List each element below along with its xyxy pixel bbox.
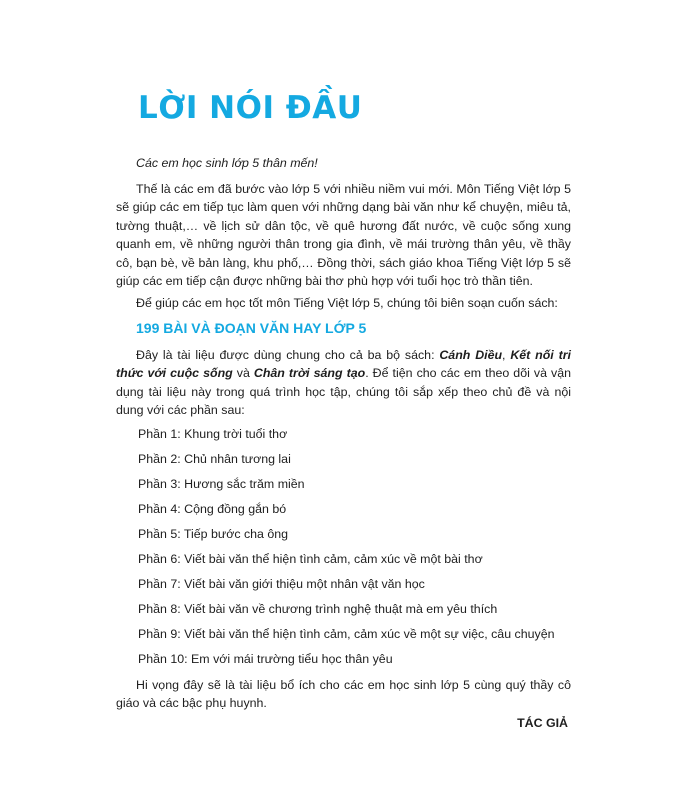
part-item: Phần 4: Cộng đồng gắn bó: [138, 502, 287, 516]
book-canh-dieu: Cánh Diều: [439, 348, 503, 362]
part-item: Phần 9: Viết bài văn thể hiện tình cảm, cảm xúc về một sự việc, câu chuyện: [138, 627, 555, 641]
books-paragraph: [116, 346, 571, 420]
books-rest: . Để tiện cho các em theo dõi và vận dụng tài liệu này trong quá trình học tập, chúng tôi sắp xếp theo chủ đề và nội dung với các phần sau:: [116, 366, 571, 418]
purpose-paragraph: Để giúp các em học tốt môn Tiếng Việt lớp 5, chúng tôi biên soạn cuốn sách:: [136, 296, 558, 310]
author-signature: TÁC GIẢ: [517, 716, 568, 730]
books-separator-1: ,: [502, 348, 511, 362]
book-chan-troi-sang-tao: Chân trời sáng tạo: [253, 366, 366, 381]
page-title: LỜI NÓI ĐẦU: [138, 90, 363, 126]
book-title: 199 BÀI VÀ ĐOẠN VĂN HAY LỚP 5: [136, 320, 367, 336]
part-item: Phần 3: Hương sắc trăm miền: [138, 477, 305, 491]
closing-paragraph: Hi vọng đây sẽ là tài liệu bổ ích cho các em học sinh lớp 5 cùng quý thầy cô giáo và các bậc phụ huynh.: [116, 678, 571, 711]
intro-paragraph: Thế là các em đã bước vào lớp 5 với nhiều niềm vui mới. Môn Tiếng Việt lớp 5 sẽ giúp các em tiếp tục làm quen với những dạng bài văn như kể chuyện, miêu tả, tường thuật,… về lịch sử dân tộc, về quê hương đất nước, về cuộc sống xung quanh em, về những người thân trong gia đình, về mái trường thân yêu, về thầy cô, bạn bè, về bản làng, khu phố,… Đồng thời, sách giáo khoa Tiếng Việt lớp 5 sẽ giúp các em tiếp cận được những bài thơ phù hợp với tuổi học trò thần tiên.: [116, 182, 571, 289]
part-item: Phần 6: Viết bài văn thể hiện tình cảm, cảm xúc về một bài thơ: [138, 552, 483, 566]
books-intro: Đây là tài liệu được dùng chung cho cả ba bộ sách:: [136, 348, 440, 362]
part-item: Phần 8: Viết bài văn về chương trình nghệ thuật mà em yêu thích: [138, 602, 498, 616]
part-item: Phần 10: Em với mái trường tiểu học thân yêu: [138, 652, 393, 666]
book-ket-noi-tri-thuc: Kết nối tri thức với cuộc sống: [116, 348, 571, 381]
part-item: Phần 2: Chủ nhân tương lai: [138, 452, 291, 466]
part-item: Phần 5: Tiếp bước cha ông: [138, 527, 289, 541]
part-item: Phần 7: Viết bài văn giới thiệu một nhân vật văn học: [138, 577, 425, 591]
parts-list: [138, 426, 555, 676]
greeting: Các em học sinh lớp 5 thân mến!: [136, 156, 318, 170]
part-item: Phần 1: Khung trời tuổi thơ: [138, 427, 288, 441]
books-separator-2: và: [232, 366, 254, 381]
